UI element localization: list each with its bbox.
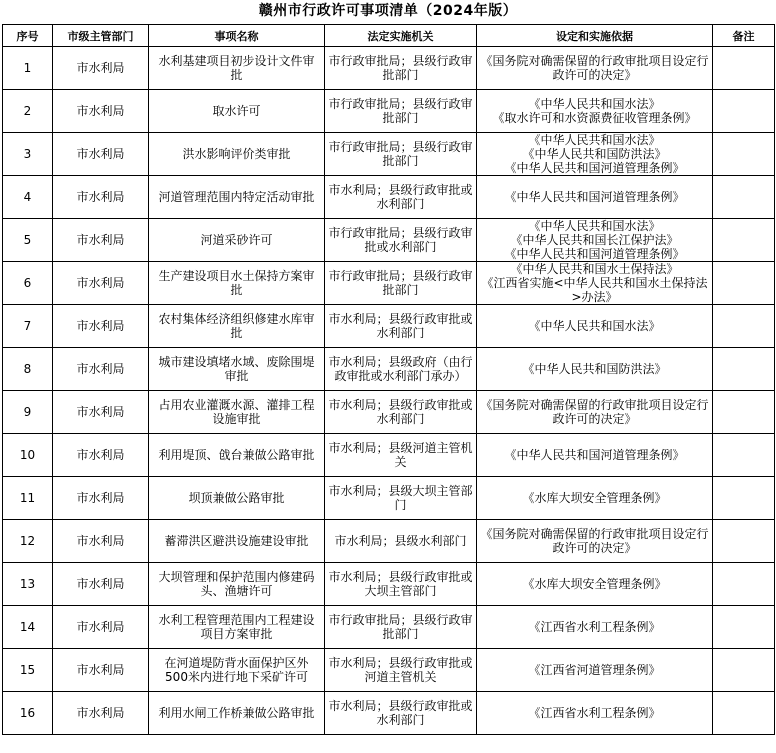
dept-cell [53, 47, 149, 90]
header-dept: 市级主管部门 [53, 25, 149, 47]
seq-cell-text: 11 [19, 491, 36, 505]
org-cell [325, 219, 477, 262]
org-cell [325, 563, 477, 606]
name-cell-text: 洪水影响评价类审批 [182, 147, 291, 161]
name-cell [149, 262, 325, 305]
note-cell [713, 348, 775, 391]
header-org: 法定实施机关 [325, 25, 477, 47]
note-cell [713, 133, 775, 176]
basis-cell-text: 《国务院对确需保留的行政审批项目设定行政许可的决定》 [480, 398, 709, 426]
seq-cell [3, 606, 53, 649]
basis-cell-text: 《中华人民共和国水法》 《中华人民共和国防洪法》 《中华人民共和国河道管理条例》 [504, 133, 685, 175]
dept-cell [53, 563, 149, 606]
basis-cell [477, 434, 713, 477]
seq-cell [3, 262, 53, 305]
table-row [3, 520, 775, 563]
seq-cell [3, 391, 53, 434]
name-cell-text: 利用堤顶、戗台兼做公路审批 [158, 448, 315, 462]
org-cell-text: 市行政审批局；县级行政审批部门 [328, 613, 473, 641]
seq-cell [3, 305, 53, 348]
basis-cell-text: 《江西省水利工程条例》 [528, 706, 661, 720]
seq-cell [3, 90, 53, 133]
basis-cell [477, 262, 713, 305]
table-row [3, 262, 775, 305]
dept-cell [53, 434, 149, 477]
org-cell [325, 606, 477, 649]
seq-cell-text: 10 [19, 448, 36, 462]
dept-cell-text: 市水利局 [76, 706, 125, 720]
seq-cell-text: 13 [19, 577, 36, 591]
header-basis: 设定和实施依据 [477, 25, 713, 47]
org-cell [325, 391, 477, 434]
dept-cell [53, 692, 149, 735]
name-cell-text: 河道管理范围内特定活动审批 [158, 190, 315, 204]
note-cell [713, 391, 775, 434]
basis-cell-text: 《中华人民共和国水法》 [528, 319, 661, 333]
name-cell-text: 河道采砂许可 [200, 233, 273, 247]
basis-cell [477, 606, 713, 649]
table-row [3, 477, 775, 520]
org-cell-text: 市行政审批局；县级行政审批部门 [328, 140, 473, 168]
basis-cell [477, 47, 713, 90]
dept-cell-text: 市水利局 [76, 534, 125, 548]
table-row [3, 348, 775, 391]
name-cell [149, 520, 325, 563]
seq-cell [3, 434, 53, 477]
seq-cell-text: 3 [23, 147, 32, 161]
name-cell [149, 176, 325, 219]
org-cell-text: 市行政审批局；县级行政审批部门 [328, 97, 473, 125]
seq-cell-text: 16 [19, 706, 36, 720]
name-cell [149, 606, 325, 649]
name-cell [149, 649, 325, 692]
header-name: 事项名称 [149, 25, 325, 47]
name-cell [149, 133, 325, 176]
seq-cell [3, 133, 53, 176]
basis-cell [477, 520, 713, 563]
basis-cell-text: 《中华人民共和国防洪法》 [522, 362, 667, 376]
note-cell [713, 176, 775, 219]
basis-cell-text: 《水库大坝安全管理条例》 [522, 577, 667, 591]
name-cell-text: 大坝管理和保护范围内修建码头、渔塘许可 [158, 570, 315, 598]
note-cell [713, 606, 775, 649]
seq-cell [3, 219, 53, 262]
seq-cell-text: 15 [19, 663, 36, 677]
permit-table [2, 24, 775, 735]
note-cell [713, 477, 775, 520]
name-cell [149, 692, 325, 735]
dept-cell-text: 市水利局 [76, 362, 125, 376]
dept-cell-text: 市水利局 [76, 61, 125, 75]
table-row [3, 391, 775, 434]
org-cell [325, 520, 477, 563]
basis-cell-text: 《水库大坝安全管理条例》 [522, 491, 667, 505]
seq-cell-text: 5 [23, 233, 32, 247]
dept-cell [53, 477, 149, 520]
basis-cell [477, 477, 713, 520]
basis-cell [477, 348, 713, 391]
seq-cell-text: 6 [23, 276, 32, 290]
basis-cell-text: 《中华人民共和国水法》 《取水许可和水资源费征收管理条例》 [492, 97, 697, 125]
seq-cell [3, 563, 53, 606]
name-cell [149, 391, 325, 434]
header-seq: 序号 [3, 25, 53, 47]
basis-cell [477, 90, 713, 133]
note-cell [713, 262, 775, 305]
dept-cell [53, 305, 149, 348]
header-note: 备注 [713, 25, 775, 47]
org-cell-text: 市水利局；县级行政审批或水利部门 [328, 312, 473, 340]
page-title: 赣州市行政许可事项清单（2024年版） [258, 3, 518, 19]
dept-cell [53, 606, 149, 649]
name-cell-text: 农村集体经济组织修建水库审批 [158, 312, 315, 340]
basis-cell-text: 《中华人民共和国水法》 《中华人民共和国长江保护法》 《中华人民共和国河道管理条例》 [504, 219, 685, 261]
name-cell [149, 563, 325, 606]
note-cell [713, 219, 775, 262]
dept-cell [53, 348, 149, 391]
dept-cell-text: 市水利局 [76, 147, 125, 161]
org-cell [325, 348, 477, 391]
table-body [3, 47, 775, 735]
name-cell-text: 在河道堤防背水面保护区外500米内进行地下采矿许可 [164, 656, 309, 684]
seq-cell-text: 2 [23, 104, 32, 118]
name-cell-text: 取水许可 [212, 104, 261, 118]
note-cell [713, 563, 775, 606]
dept-cell-text: 市水利局 [76, 663, 125, 677]
dept-cell-text: 市水利局 [76, 491, 125, 505]
seq-cell [3, 692, 53, 735]
dept-cell-text: 市水利局 [76, 620, 125, 634]
org-cell [325, 90, 477, 133]
org-cell [325, 434, 477, 477]
name-cell-text: 占用农业灌溉水源、灌排工程设施审批 [158, 398, 315, 426]
note-cell [713, 90, 775, 133]
org-cell-text: 市水利局；县级水利部门 [334, 534, 467, 548]
name-cell [149, 47, 325, 90]
name-cell-text: 生产建设项目水土保持方案审批 [158, 269, 315, 297]
seq-cell [3, 47, 53, 90]
org-cell [325, 47, 477, 90]
dept-cell-text: 市水利局 [76, 233, 125, 247]
org-cell-text: 市水利局；县级河道主管机关 [328, 441, 473, 469]
dept-cell [53, 219, 149, 262]
name-cell [149, 477, 325, 520]
basis-cell [477, 133, 713, 176]
basis-cell [477, 563, 713, 606]
org-cell-text: 市水利局；县级大坝主管部门 [328, 484, 473, 512]
name-cell-text: 坝顶兼做公路审批 [188, 491, 285, 505]
dept-cell [53, 520, 149, 563]
basis-cell-text: 《中华人民共和国河道管理条例》 [504, 448, 685, 462]
seq-cell-text: 12 [19, 534, 36, 548]
org-cell-text: 市行政审批局；县级行政审批部门 [328, 269, 473, 297]
basis-cell-text: 《江西省河道管理条例》 [528, 663, 661, 677]
org-cell-text: 市水利局；县级行政审批或水利部门 [328, 183, 473, 211]
basis-cell-text: 《中华人民共和国水土保持法》 《江西省实施<中华人民共和国水土保持法>办法》 [481, 262, 708, 304]
table-row [3, 692, 775, 735]
dept-cell [53, 391, 149, 434]
seq-cell [3, 520, 53, 563]
basis-cell [477, 391, 713, 434]
name-cell-text: 蓄滞洪区避洪设施建设审批 [164, 534, 309, 548]
dept-cell-text: 市水利局 [76, 405, 125, 419]
header-row [3, 25, 775, 47]
basis-cell-text: 《中华人民共和国河道管理条例》 [504, 190, 685, 204]
basis-cell-text: 《国务院对确需保留的行政审批项目设定行政许可的决定》 [480, 54, 709, 82]
dept-cell [53, 176, 149, 219]
org-cell [325, 176, 477, 219]
table-row [3, 133, 775, 176]
note-cell [713, 305, 775, 348]
table-row [3, 434, 775, 477]
name-cell [149, 348, 325, 391]
seq-cell-text: 4 [23, 190, 32, 204]
name-cell [149, 305, 325, 348]
name-cell-text: 利用水闸工作桥兼做公路审批 [158, 706, 315, 720]
basis-cell-text: 《国务院对确需保留的行政审批项目设定行政许可的决定》 [480, 527, 709, 555]
org-cell [325, 305, 477, 348]
seq-cell [3, 176, 53, 219]
name-cell-text: 城市建设填堵水域、废除围堤审批 [158, 355, 315, 383]
table-row [3, 649, 775, 692]
org-cell-text: 市行政审批局；县级行政审批部门 [328, 54, 473, 82]
note-cell [713, 692, 775, 735]
org-cell [325, 692, 477, 735]
table-row [3, 47, 775, 90]
table-row [3, 176, 775, 219]
seq-cell-text: 14 [19, 620, 36, 634]
seq-cell-text: 9 [23, 405, 32, 419]
basis-cell [477, 176, 713, 219]
org-cell [325, 477, 477, 520]
name-cell [149, 90, 325, 133]
basis-cell [477, 219, 713, 262]
note-cell [713, 434, 775, 477]
dept-cell-text: 市水利局 [76, 448, 125, 462]
name-cell [149, 434, 325, 477]
table-row [3, 606, 775, 649]
seq-cell [3, 348, 53, 391]
seq-cell [3, 649, 53, 692]
basis-cell [477, 305, 713, 348]
seq-cell-text: 8 [23, 362, 32, 376]
dept-cell-text: 市水利局 [76, 190, 125, 204]
org-cell-text: 市水利局；县级行政审批或水利部门 [328, 699, 473, 727]
org-cell [325, 262, 477, 305]
name-cell-text: 水利工程管理范围内工程建设项目方案审批 [158, 613, 315, 641]
org-cell-text: 市水利局；县级行政审批或大坝主管部门 [328, 570, 473, 598]
name-cell [149, 219, 325, 262]
seq-cell [3, 477, 53, 520]
org-cell [325, 649, 477, 692]
table-row [3, 90, 775, 133]
org-cell-text: 市行政审批局；县级行政审批或水利部门 [328, 226, 473, 254]
org-cell [325, 133, 477, 176]
org-cell-text: 市水利局；县级政府（由行政审批或水利部门承办） [328, 355, 473, 383]
dept-cell [53, 90, 149, 133]
table-row [3, 563, 775, 606]
dept-cell [53, 133, 149, 176]
note-cell [713, 520, 775, 563]
dept-cell-text: 市水利局 [76, 577, 125, 591]
basis-cell [477, 649, 713, 692]
dept-cell-text: 市水利局 [76, 276, 125, 290]
dept-cell-text: 市水利局 [76, 319, 125, 333]
org-cell-text: 市水利局；县级行政审批或河道主管机关 [328, 656, 473, 684]
name-cell-text: 水利基建项目初步设计文件审批 [158, 54, 315, 82]
seq-cell-text: 7 [23, 319, 32, 333]
basis-cell-text: 《江西省水利工程条例》 [528, 620, 661, 634]
dept-cell-text: 市水利局 [76, 104, 125, 118]
note-cell [713, 649, 775, 692]
dept-cell [53, 262, 149, 305]
basis-cell [477, 692, 713, 735]
seq-cell-text: 1 [23, 61, 32, 75]
note-cell [713, 47, 775, 90]
org-cell-text: 市水利局；县级行政审批或水利部门 [328, 398, 473, 426]
table-row [3, 305, 775, 348]
table-row [3, 219, 775, 262]
dept-cell [53, 649, 149, 692]
